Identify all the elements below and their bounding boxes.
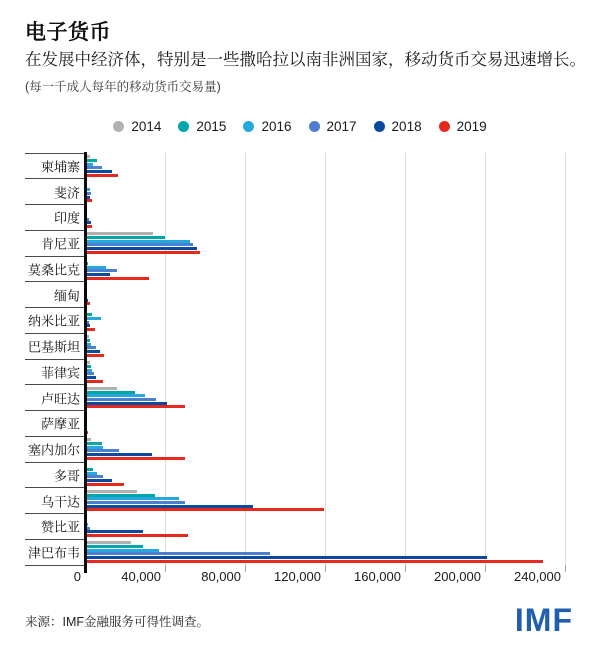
bar-2019 (85, 483, 124, 486)
bar-2014 (85, 387, 117, 390)
category-divider (25, 410, 85, 411)
legend-item (309, 119, 357, 134)
category-row (0, 333, 85, 359)
chart-subtitle: 在发展中经济体，特别是一些撒哈拉以南非洲国家，移动货币交易迅速增长。 (25, 51, 586, 69)
category-row (0, 256, 85, 282)
bar-2017 (85, 166, 102, 169)
bar-2017 (85, 449, 119, 452)
legend-dot-2019 (439, 121, 450, 132)
category-label: 多哥 (53, 468, 80, 484)
category-row (0, 411, 85, 437)
bar-group-11 (85, 411, 565, 437)
bar-2019 (85, 457, 185, 460)
bar-2018 (85, 453, 152, 456)
category-divider (25, 462, 85, 463)
bar-2019 (85, 328, 95, 331)
bar-group-16 (85, 539, 565, 565)
category-row (0, 179, 85, 205)
bar-2017 (85, 475, 103, 478)
bar-2018 (85, 273, 110, 276)
bar-2019 (85, 560, 543, 563)
category-row (0, 514, 85, 540)
bar-2016 (85, 394, 145, 397)
bar-2018 (85, 479, 112, 482)
bar-2018 (85, 170, 112, 173)
bar-2017 (85, 269, 117, 272)
legend-dot-2017 (309, 121, 320, 132)
bar-2014 (85, 490, 137, 493)
category-divider (25, 359, 85, 360)
category-label: 卢旺达 (40, 391, 80, 407)
category-divider (25, 513, 85, 514)
bar-2016 (85, 446, 103, 449)
bar-2019 (85, 405, 185, 408)
bar-group-8 (85, 333, 565, 359)
bar-group-2 (85, 179, 565, 205)
bar-2017 (85, 243, 193, 246)
legend-item (374, 119, 422, 134)
legend-label: 2018 (391, 119, 422, 134)
bar-2015 (85, 236, 165, 239)
category-label: 萨摩亚 (40, 416, 80, 432)
category-label: 纳米比亚 (27, 313, 80, 329)
plot-area (85, 153, 565, 565)
page-title: 电子货币 (25, 21, 111, 44)
chart-header (25, 16, 586, 95)
category-label: 巴基斯坦 (27, 339, 80, 355)
bar-2019 (85, 508, 324, 511)
bar-2018 (85, 350, 100, 353)
category-row (0, 385, 85, 411)
category-label: 乌干达 (40, 494, 80, 510)
category-divider (25, 539, 85, 540)
legend-label: 2016 (261, 119, 292, 134)
x-tick-label: 160,000 (354, 569, 401, 584)
x-tick-label: 80,000 (201, 569, 241, 584)
bar-group-13 (85, 462, 565, 488)
bar-chart (0, 153, 565, 585)
x-tick-label: 120,000 (274, 569, 321, 584)
legend-dot-2018 (374, 121, 385, 132)
legend-dot-2014 (113, 121, 124, 132)
category-divider (25, 256, 85, 257)
bar-2019 (85, 174, 118, 177)
chart-legend (0, 119, 600, 134)
category-divider (25, 153, 85, 154)
category-label: 缅甸 (53, 288, 80, 304)
category-label: 塞内加尔 (27, 442, 80, 458)
category-label: 斐济 (53, 185, 80, 201)
category-row (0, 230, 85, 256)
bar-2018 (85, 402, 167, 405)
category-divider (25, 333, 85, 334)
bar-2017 (85, 398, 156, 401)
bar-group-7 (85, 308, 565, 334)
category-row (0, 205, 85, 231)
legend-item (113, 119, 161, 134)
bar-2016 (85, 317, 101, 320)
x-axis (73, 565, 565, 585)
legend-item (178, 119, 226, 134)
legend-dot-2015 (178, 121, 189, 132)
legend-item (439, 119, 487, 134)
category-row (0, 488, 85, 514)
category-label: 津巴布韦 (27, 545, 80, 561)
legend-label: 2017 (326, 119, 357, 134)
category-label: 赞比亚 (40, 519, 80, 535)
category-label: 菲律宾 (40, 365, 80, 381)
category-divider (25, 178, 85, 179)
category-row (0, 462, 85, 488)
legend-label: 2015 (196, 119, 227, 134)
bar-2019 (85, 354, 104, 357)
x-tick-label: 200,000 (434, 569, 481, 584)
category-divider (25, 230, 85, 231)
category-label: 柬埔寨 (40, 159, 80, 175)
bar-2018 (85, 530, 143, 533)
category-row (0, 308, 85, 334)
bar-2015 (85, 442, 102, 445)
bar-2018 (85, 247, 197, 250)
chart-unit-note: (每一千成人每年的移动货币交易量) (25, 80, 221, 95)
bar-group-4 (85, 230, 565, 256)
category-label: 印度 (53, 210, 80, 226)
bar-2017 (85, 501, 185, 504)
bar-group-10 (85, 385, 565, 411)
bar-2018 (85, 376, 96, 379)
bar-2016 (85, 240, 190, 243)
category-divider (25, 307, 85, 308)
bar-2019 (85, 251, 200, 254)
bar-2019 (85, 277, 149, 280)
bar-2014 (85, 541, 131, 544)
bar-2015 (85, 391, 135, 394)
bar-2014 (85, 232, 153, 235)
bar-group-12 (85, 436, 565, 462)
x-tick-label: 0 (73, 569, 81, 584)
bar-2015 (85, 545, 143, 548)
x-tick-label: 40,000 (121, 569, 161, 584)
category-divider (25, 384, 85, 385)
bar-group-6 (85, 282, 565, 308)
category-divider (25, 204, 85, 205)
category-row (0, 153, 85, 179)
category-row (0, 436, 85, 462)
bar-group-1 (85, 153, 565, 179)
legend-label: 2014 (131, 119, 162, 134)
bar-2017 (85, 346, 96, 349)
category-label: 肯尼亚 (40, 236, 80, 252)
bar-2015 (85, 159, 97, 162)
category-divider (25, 487, 85, 488)
bar-2016 (85, 266, 106, 269)
category-divider (25, 281, 85, 282)
category-row (0, 282, 85, 308)
bar-2016 (85, 497, 179, 500)
x-tick-label: 240,000 (514, 569, 561, 584)
category-label: 莫桑比克 (27, 262, 80, 278)
bar-group-9 (85, 359, 565, 385)
bar-2018 (85, 505, 253, 508)
bar-2018 (85, 556, 487, 559)
bar-2015 (85, 494, 155, 497)
bar-group-3 (85, 205, 565, 231)
imf-logo: IMF (514, 602, 573, 638)
bar-2019 (85, 534, 188, 537)
bar-group-14 (85, 488, 565, 514)
bar-2016 (85, 472, 97, 475)
bar-2016 (85, 549, 159, 552)
bar-2019 (85, 380, 103, 383)
source-text: 来源：IMF金融服务可得性调查。 (25, 615, 210, 629)
bar-group-5 (85, 256, 565, 282)
category-divider (25, 436, 85, 437)
legend-item (243, 119, 291, 134)
legend-dot-2016 (243, 121, 254, 132)
category-axis (0, 153, 85, 565)
category-row (0, 359, 85, 385)
category-row (0, 539, 85, 565)
category-divider (25, 565, 85, 566)
y-axis-line (84, 152, 87, 573)
legend-label: 2019 (456, 119, 487, 134)
bar-2017 (85, 552, 270, 555)
bar-group-15 (85, 514, 565, 540)
